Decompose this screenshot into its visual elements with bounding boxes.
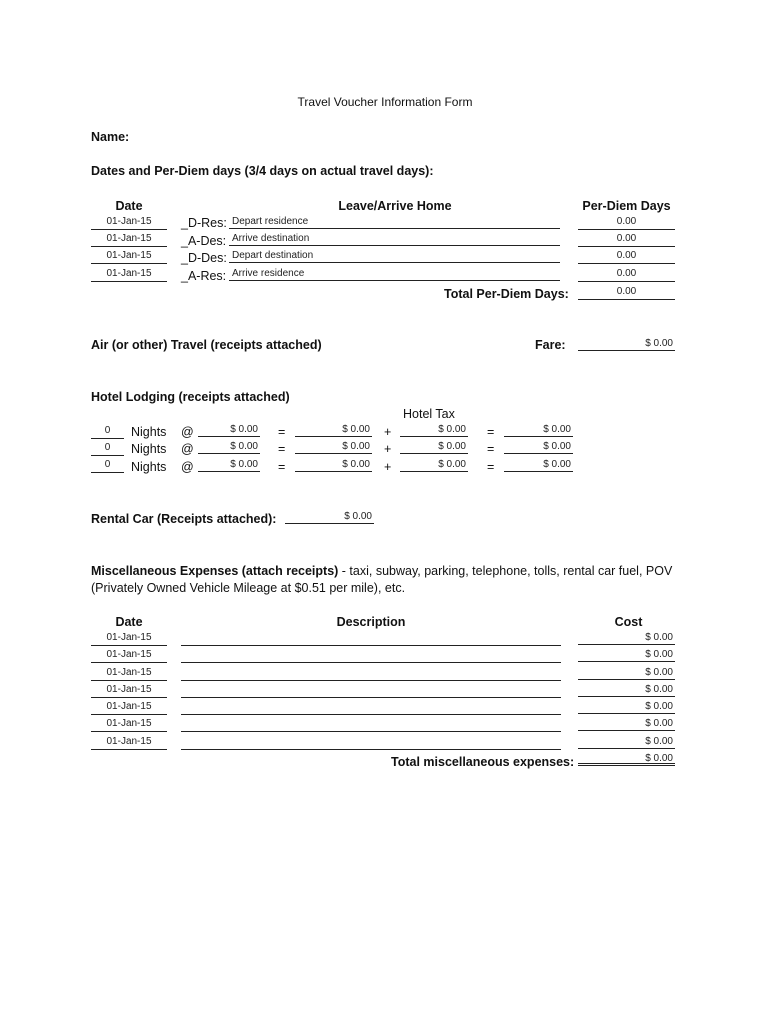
- misc-heading-line2: (Privately Owned Vehicle Mileage at $0.51 per mile), etc.: [91, 581, 406, 595]
- equals-sign: =: [278, 425, 286, 439]
- perdiem-total-field[interactable]: 0.00: [578, 286, 675, 300]
- perdiem-desc-field[interactable]: Arrive residence: [229, 268, 560, 281]
- equals-sign: =: [487, 425, 495, 439]
- perdiem-code: _A-Res:: [181, 269, 227, 283]
- misc-total-label: Total miscellaneous expenses:: [391, 755, 575, 769]
- nightly-rate-field[interactable]: $ 0.00: [198, 441, 260, 454]
- fare-label: Fare:: [535, 338, 566, 352]
- rental-car-field[interactable]: $ 0.00: [285, 511, 374, 524]
- misc-cost-field[interactable]: $ 0.00: [578, 736, 675, 749]
- misc-date-field[interactable]: 01-Jan-15: [91, 684, 167, 698]
- hotel-tax-field[interactable]: $ 0.00: [400, 424, 468, 437]
- perdiem-days-field[interactable]: 0.00: [578, 233, 675, 247]
- perdiem-code: _D-Des:: [181, 251, 227, 265]
- perdiem-desc-field[interactable]: Depart residence: [229, 216, 560, 229]
- nights-label: Nights: [131, 442, 167, 456]
- perdiem-days-field[interactable]: 0.00: [578, 216, 675, 230]
- perdiem-desc-field[interactable]: Depart destination: [229, 250, 560, 263]
- air-travel-label: Air (or other) Travel (receipts attached): [91, 338, 322, 352]
- perdiem-code: _D-Res:: [181, 216, 227, 230]
- hotel-tax-field[interactable]: $ 0.00: [400, 441, 468, 454]
- hotel-subtotal-field[interactable]: $ 0.00: [295, 424, 372, 437]
- hotel-total-field[interactable]: $ 0.00: [504, 459, 573, 472]
- misc-heading-rest: - taxi, subway, parking, telephone, tolls, rental car fuel, POV: [338, 564, 673, 578]
- perdiem-total-label: Total Per-Diem Days:: [444, 287, 569, 301]
- hotel-subtotal-field[interactable]: $ 0.00: [295, 441, 372, 454]
- plus-sign: +: [384, 460, 392, 474]
- at-sign: @: [181, 460, 194, 474]
- equals-sign: =: [278, 442, 286, 456]
- perdiem-code: _A-Des:: [181, 234, 227, 248]
- hotel-tax-header: Hotel Tax: [403, 407, 455, 421]
- misc-cost-field[interactable]: $ 0.00: [578, 684, 675, 697]
- nights-field[interactable]: 0: [91, 425, 124, 439]
- rental-car-label: Rental Car (Receipts attached):: [91, 512, 277, 526]
- perdiem-date-header: Date: [115, 199, 143, 213]
- misc-description-field[interactable]: [181, 718, 561, 732]
- misc-date-header: Date: [115, 615, 143, 629]
- nights-field[interactable]: 0: [91, 459, 124, 473]
- misc-total-field[interactable]: $ 0.00: [578, 753, 675, 766]
- perdiem-days-header: Per-Diem Days: [582, 199, 671, 213]
- plus-sign: +: [384, 425, 392, 439]
- nightly-rate-field[interactable]: $ 0.00: [198, 459, 260, 472]
- misc-description-field[interactable]: [181, 684, 561, 698]
- nights-label: Nights: [131, 460, 167, 474]
- page-title: Travel Voucher Information Form: [297, 95, 473, 109]
- plus-sign: +: [384, 442, 392, 456]
- misc-cost-field[interactable]: $ 0.00: [578, 667, 675, 680]
- perdiem-desc-field[interactable]: Arrive destination: [229, 233, 560, 246]
- hotel-tax-field[interactable]: $ 0.00: [400, 459, 468, 472]
- name-label: Name:: [91, 130, 130, 144]
- at-sign: @: [181, 442, 194, 456]
- perdiem-days-field[interactable]: 0.00: [578, 268, 675, 282]
- misc-date-field[interactable]: 01-Jan-15: [91, 632, 167, 646]
- equals-sign: =: [487, 460, 495, 474]
- misc-description-field[interactable]: [181, 701, 561, 715]
- equals-sign: =: [487, 442, 495, 456]
- misc-date-field[interactable]: 01-Jan-15: [91, 736, 167, 750]
- equals-sign: =: [278, 460, 286, 474]
- misc-cost-field[interactable]: $ 0.00: [578, 718, 675, 731]
- perdiem-date-field[interactable]: 01-Jan-15: [91, 268, 167, 282]
- misc-cost-field[interactable]: $ 0.00: [578, 632, 675, 645]
- misc-description-field[interactable]: [181, 736, 561, 750]
- misc-date-field[interactable]: 01-Jan-15: [91, 649, 167, 663]
- hotel-total-field[interactable]: $ 0.00: [504, 424, 573, 437]
- nights-field[interactable]: 0: [91, 442, 124, 456]
- fare-field[interactable]: $ 0.00: [578, 338, 675, 351]
- dates-heading: Dates and Per-Diem days (3/4 days on actual travel days):: [91, 164, 434, 178]
- misc-date-field[interactable]: 01-Jan-15: [91, 701, 167, 715]
- perdiem-days-field[interactable]: 0.00: [578, 250, 675, 264]
- at-sign: @: [181, 425, 194, 439]
- misc-description-field[interactable]: [181, 667, 561, 681]
- hotel-heading: Hotel Lodging (receipts attached): [91, 390, 290, 404]
- misc-description-field[interactable]: [181, 632, 561, 646]
- misc-description-field[interactable]: [181, 649, 561, 663]
- misc-heading-bold: Miscellaneous Expenses (attach receipts): [91, 564, 339, 578]
- nightly-rate-field[interactable]: $ 0.00: [198, 424, 260, 437]
- hotel-total-field[interactable]: $ 0.00: [504, 441, 573, 454]
- misc-cost-field[interactable]: $ 0.00: [578, 701, 675, 714]
- hotel-subtotal-field[interactable]: $ 0.00: [295, 459, 372, 472]
- misc-cost-header: Cost: [614, 615, 643, 629]
- misc-heading: [91, 564, 672, 578]
- misc-date-field[interactable]: 01-Jan-15: [91, 718, 167, 732]
- perdiem-leave-header: Leave/Arrive Home: [338, 199, 452, 213]
- misc-date-field[interactable]: 01-Jan-15: [91, 667, 167, 681]
- misc-description-header: Description: [336, 615, 406, 629]
- misc-cost-field[interactable]: $ 0.00: [578, 649, 675, 662]
- perdiem-date-field[interactable]: 01-Jan-15: [91, 233, 167, 247]
- nights-label: Nights: [131, 425, 167, 439]
- perdiem-date-field[interactable]: 01-Jan-15: [91, 250, 167, 264]
- perdiem-date-field[interactable]: 01-Jan-15: [91, 216, 167, 230]
